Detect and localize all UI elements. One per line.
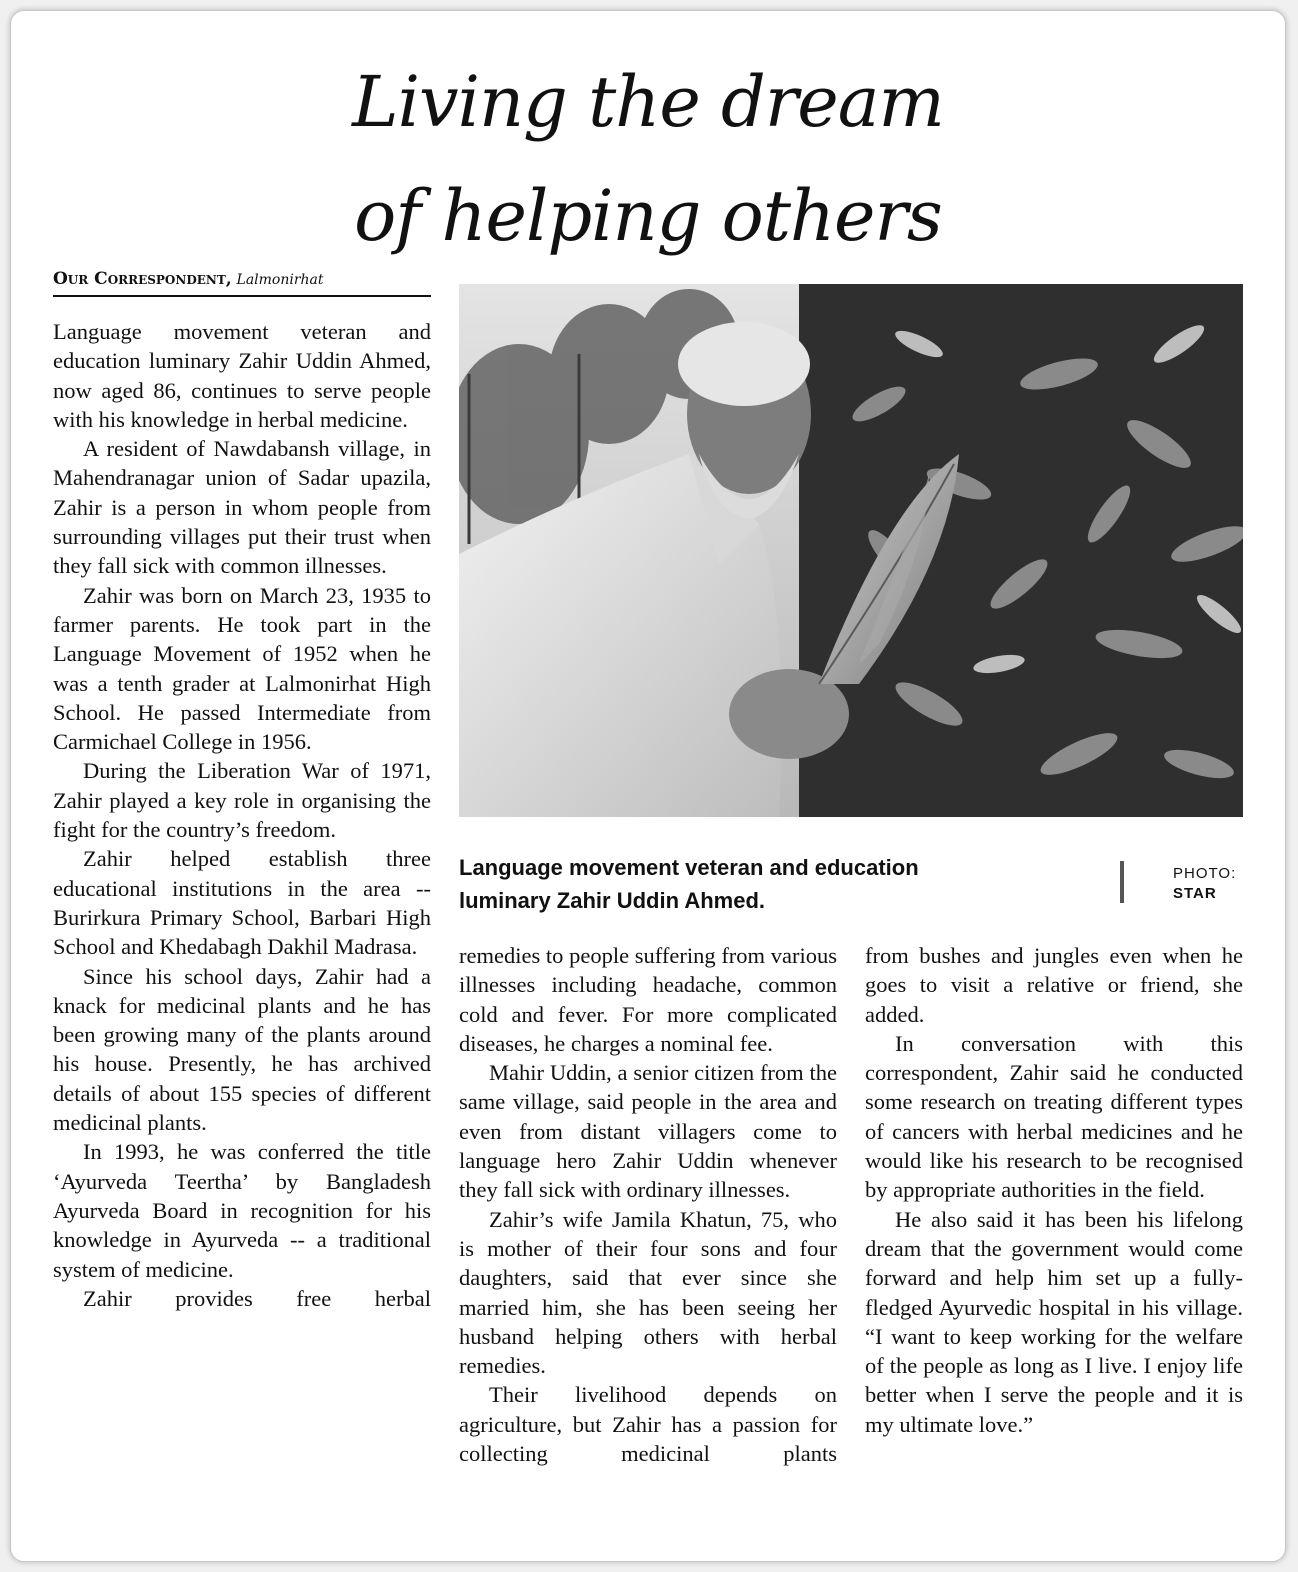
article-column-1 [53, 317, 431, 1313]
paragraph: Zahir provides free herbal [83, 1285, 431, 1311]
credit-source: STAR [1173, 885, 1217, 902]
newspaper-clipping [10, 10, 1286, 1562]
paragraph: Since his school days, Zahir had a knack for medicinal plants and he has been growing many of the plants around his house. Presently, he has archived details of about 155 species of different medicinal plants. [53, 963, 431, 1136]
paragraph: In 1993, he was conferred the title ‘Ayurveda Teertha’ by Bangladesh Ayurveda Board in recognition for his knowledge in Ayurveda -- a traditional system of medicine. [53, 1139, 431, 1282]
credit-label: PHOTO: [1173, 865, 1237, 882]
paragraph: Zahir helped establish three educational institutions in the area -- Burirkura Primary School, Barbari High School and Khedabagh Dakhil Madrasa. [53, 846, 431, 960]
byline [53, 269, 431, 297]
paragraph: remedies to people suffering from various illnesses including headache, common cold and fever. For more complicated diseases, he charges a nominal fee. [459, 943, 837, 1056]
article-column-3 [865, 941, 1243, 1439]
photo-caption [459, 851, 1019, 917]
article-photo [459, 284, 1243, 817]
byline-location: Lalmonirhat [236, 272, 324, 288]
caption-line-2: luminary Zahir Uddin Ahmed. [459, 888, 765, 913]
paragraph: Language movement veteran and education luminary Zahir Uddin Ahmed, now aged 86, continues to serve people with his knowledge in herbal medicine. [53, 319, 431, 432]
photo-credit [1173, 864, 1236, 904]
headline [11, 45, 1285, 273]
byline-correspondent: Our Correspondent, [53, 269, 232, 289]
paragraph: Their livelihood depends on agriculture, but Zahir has a passion for collecting medicinal plants [459, 1382, 837, 1467]
paragraph: Mahir Uddin, a senior citizen from the same village, said people in the area and even from distant villagers come to language hero Zahir Uddin whenever they fall sick with ordinary illnesses. [459, 1060, 837, 1203]
paragraph: During the Liberation War of 1971, Zahir played a key role in organising the fight for the country’s freedom. [53, 758, 431, 843]
headline-line-2: of helping others [354, 175, 942, 257]
article-column-2 [459, 941, 837, 1468]
paragraph: Zahir’s wife Jamila Khatun, 75, who is mother of their four sons and four daughters, said that ever since she married him, she has been seeing her husband helping others with herbal remedies. [459, 1206, 837, 1379]
paragraph: Zahir was born on March 23, 1935 to farmer parents. He took part in the Language Movement of 1952 when he was a tenth grader at Lalmonirhat High School. He passed Intermediate from Carmichael College in 1956. [53, 582, 431, 755]
paragraph: A resident of Nawdabansh village, in Mahendranagar union of Sadar upazila, Zahir is a person in whom people from surrounding villages put their trust when they fall sick with common illnesses. [53, 436, 431, 579]
paragraph: He also said it has been his lifelong dream that the government would come forward and help him set up a fully-fledged Ayurvedic hospital in his village. “I want to keep working for the welfare of the people as long as I live. I enjoy life better when I serve the people and it is my ultimate love.” [865, 1206, 1243, 1437]
caption-line-1: Language movement veteran and education [459, 855, 919, 880]
credit-divider [1120, 861, 1124, 903]
photo-illustration [459, 284, 1243, 817]
paragraph: In conversation with this correspondent, Zahir said he conducted some research on treating different types of cancers with herbal medicines and he would like his research to be recognised by appropriate authorities in the field. [865, 1030, 1243, 1203]
paragraph: from bushes and jungles even when he goes to visit a relative or friend, she added. [865, 943, 1243, 1027]
headline-line-1: Living the dream [352, 61, 944, 143]
